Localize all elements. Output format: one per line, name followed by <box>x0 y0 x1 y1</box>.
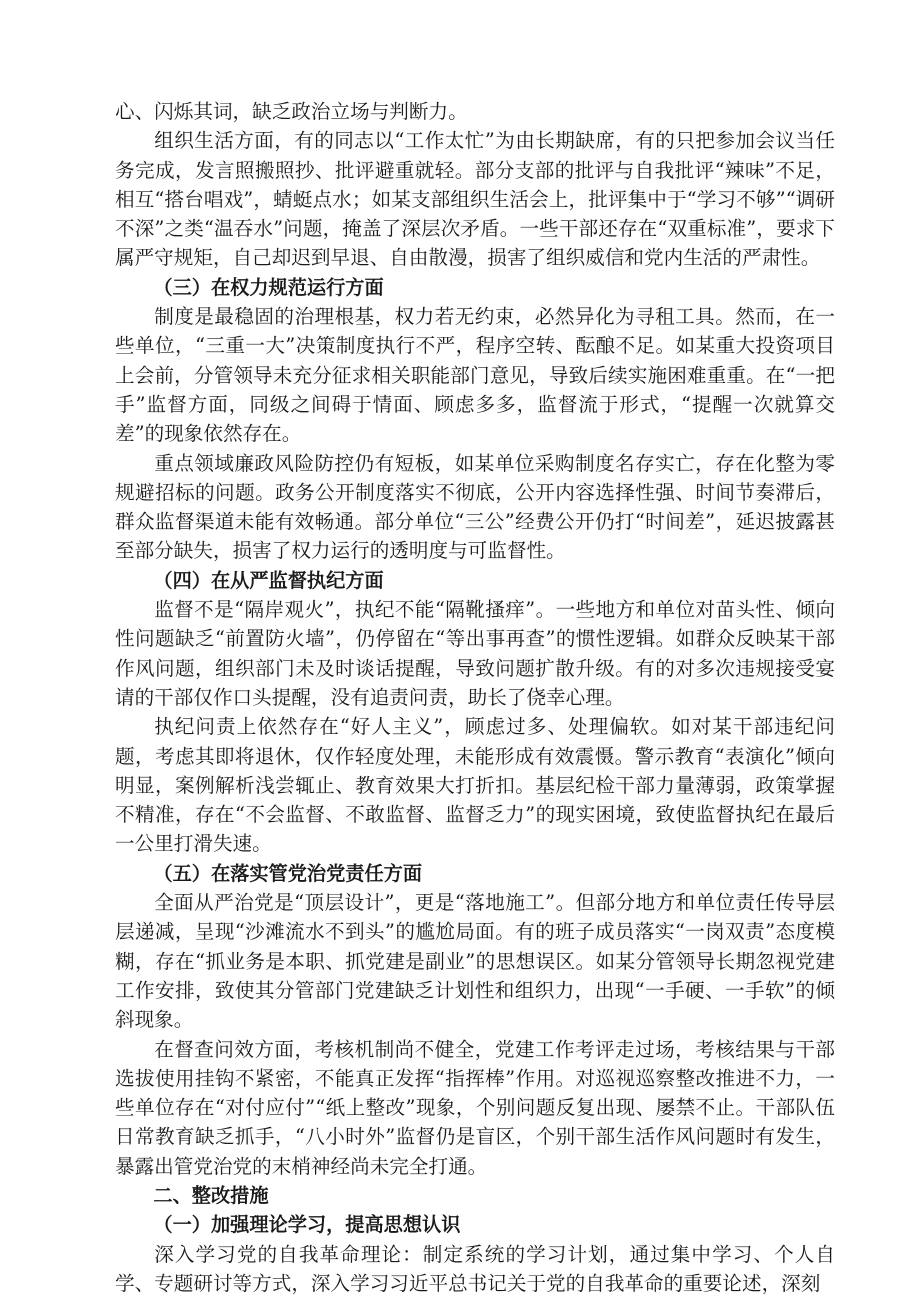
heading-theory-study: （一）加强理论学习，提高思想认识 <box>153 1213 461 1237</box>
paragraph-accountability: 执纪问责上依然存在“好人主义”，顾虑过多、处理偏软。如对某干部违纪问题，考虑其即将退休，仅作轻度处理，未能形成有效震慑。警示教育“表演化”倾向明显，案例解析浅尝辄止、教育效果大打折扣。基层纪检干部力量薄弱，政策掌握不精准，存在“不会监督、不敢监督、监督乏力”的现实困境，致使监督执纪在最后一公里打滑失速。 <box>115 715 835 856</box>
heading-rectification-measures: 二、整改措施 <box>153 1183 269 1207</box>
paragraph-self-revolution: 深入学习党的自我革命理论：制定系统的学习计划，通过集中学习、个人自学、专题研讨等方式，深入学习习近平总书记关于党的自我革命的重要论述，深刻 <box>115 1242 835 1295</box>
heading-party-responsibility: （五）在落实管党治党责任方面 <box>153 861 423 885</box>
paragraph-organization-life: 组织生活方面，有的同志以“工作太忙”为由长期缺席，有的只把参加会议当任务完成，发言照搬照抄、批评避重就轻。部分支部的批评与自我批评“辣味”不足，相互“搭台唱戏”，蜻蜓点水；如某支部组织生活会上，批评集中于“学习不够”“调研不深”之类“温吞水”问题，掩盖了深层次矛盾。一些干部还存在“双重标准”，要求下属严守规矩，自己却迟到早退、自由散漫，损害了组织威信和党内生活的严肃性。 <box>115 129 835 270</box>
heading-strict-supervision: （四）在从严监督执纪方面 <box>153 568 384 592</box>
paragraph-risk-control: 重点领域廉政风险防控仍有短板，如某单位采购制度名存实亡，存在化整为零规避招标的问题。政务公开制度落实不彻底，公开内容选择性强、时间节奏滞后，群众监督渠道未能有效畅通。部分单位“三公”经费公开仍打“时间差”，延迟披露甚至部分缺失，损害了权力运行的透明度与可监督性。 <box>115 451 835 563</box>
paragraph-power-system: 制度是最稳固的治理根基，权力若无约束，必然异化为寻租工具。然而，在一些单位，“三重一大”决策制度执行不严，程序空转、酝酿不足。如某重大投资项目上会前，分管领导未充分征求相关职能部门意见，导致后续实施困难重重。在“一把手”监督方面，同级之间碍于情面、顾虑多多，监督流于形式，“提醒一次就算交差”的现象依然存在。 <box>115 305 835 446</box>
paragraph-supervision: 监督不是“隔岸观火”，执纪不能“隔靴搔痒”。一些地方和单位对苗头性、倾向性问题缺乏“前置防火墙”，仍停留在“等出事再查”的惯性逻辑。如群众反映某干部作风问题，组织部门未及时谈话提醒，导致问题扩散升级。有的对多次违规接受宴请的干部仅作口头提醒，没有追责问责，助长了侥幸心理。 <box>115 598 835 709</box>
heading-power-regulation: （三）在权力规范运行方面 <box>153 275 384 299</box>
document-body <box>115 97 835 1298</box>
paragraph-inspection: 在督查问效方面，考核机制尚不健全，党建工作考评走过场，考核结果与干部选拔使用挂钩不紧密，不能真正发挥“指挥棒”作用。对巡视巡察整改推进不力，一些单位存在“对付应付”“纸上整改”现象，个别问题反复出现、屡禁不止。干部队伍日常教育缺乏抓手，“八小时外”监督仍是盲区，个别干部生活作风问题时有发生，暴露出管党治党的末梢神经尚未完全打通。 <box>115 1037 835 1178</box>
paragraph-continuation: 心、闪烁其词，缺乏政治立场与判断力。 <box>115 100 468 123</box>
paragraph-responsibility: 全面从严治党是“顶层设计”，更是“落地施工”。但部分地方和单位责任传导层层递减，呈现“沙滩流水不到头”的尴尬局面。有的班子成员落实“一岗双责”态度模糊，存在“抓业务是本职、抓党建是副业”的思想误区。如某分管领导长期忽视党建工作安排，致使其分管部门党建缺乏计划性和组织力，出现“一手硬、一手软”的倾斜现象。 <box>115 891 835 1032</box>
